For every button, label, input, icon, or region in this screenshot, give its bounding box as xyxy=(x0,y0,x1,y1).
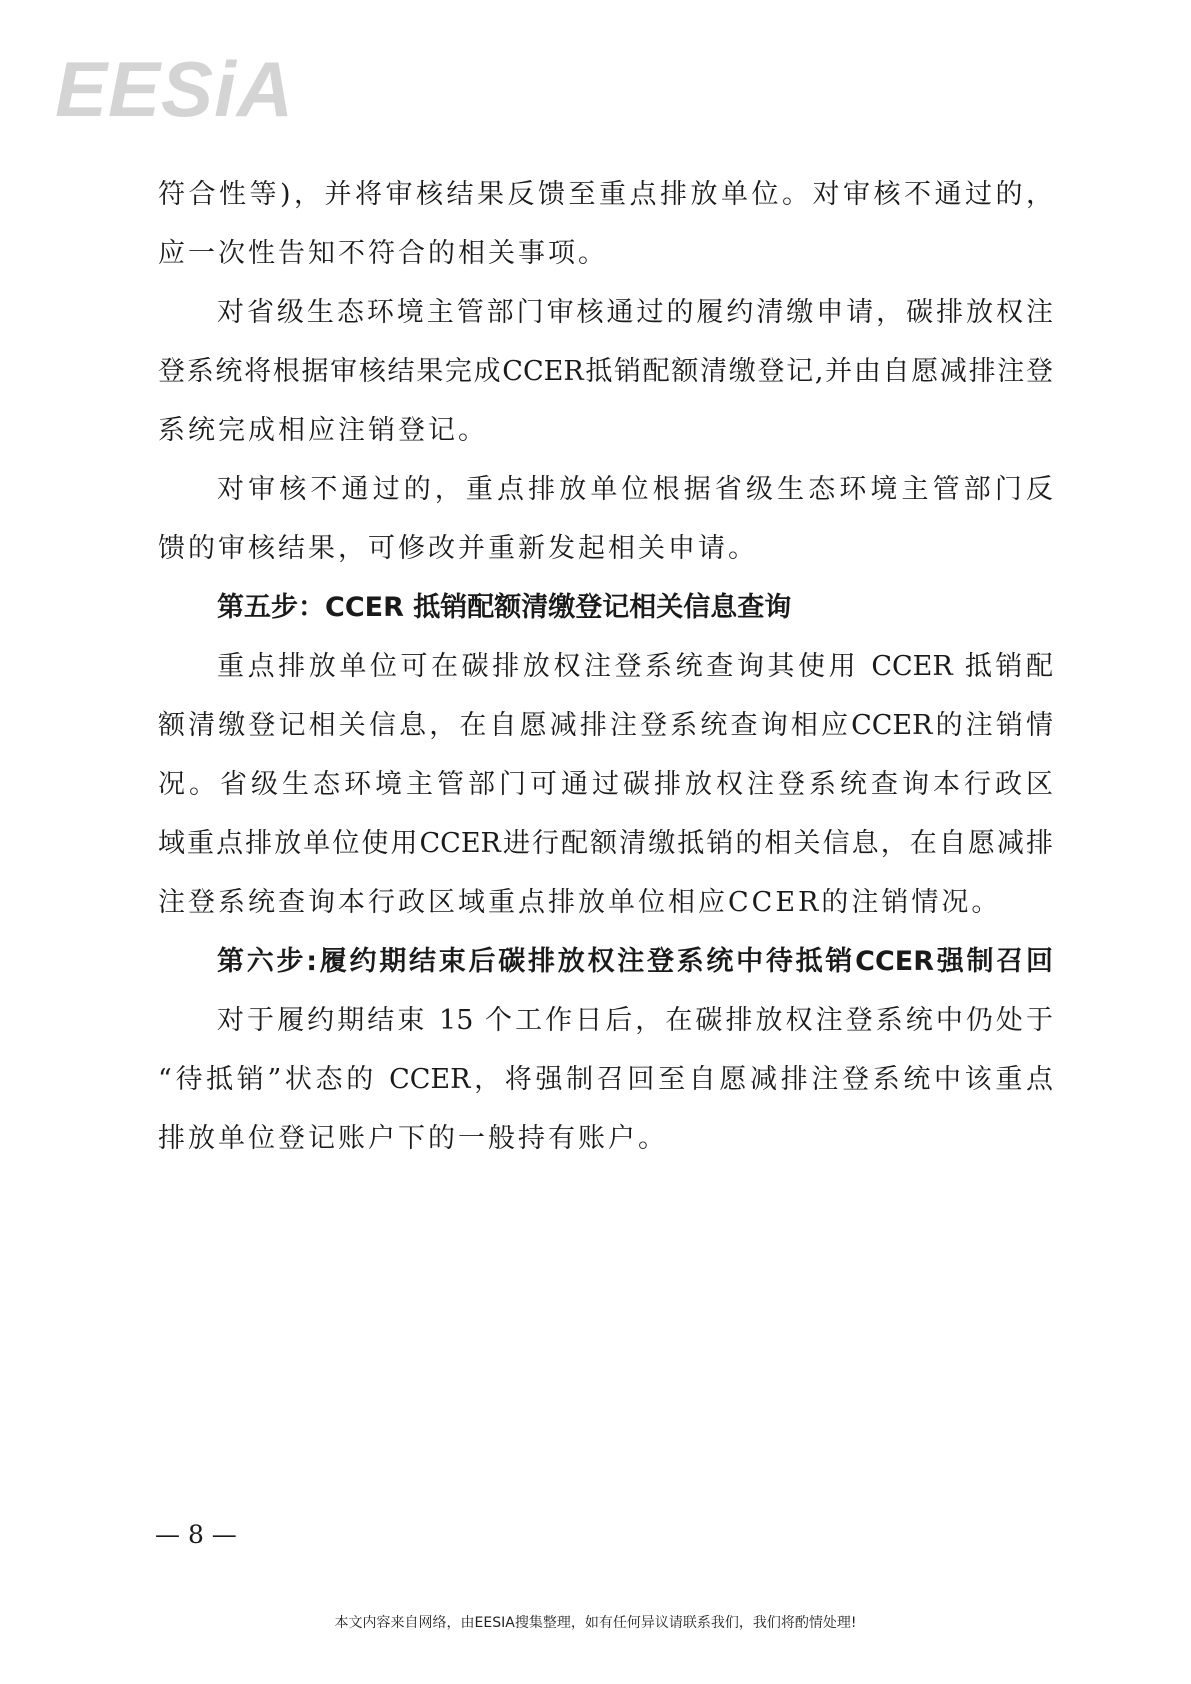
document-body xyxy=(158,165,1053,1168)
paragraph-line: 重点排放单位可在碳排放权注登系统查询其使用 CCER 抵销配 xyxy=(217,651,1053,682)
paragraph-line: 注登系统查询本行政区域重点排放单位相应CCER的注销情况。 xyxy=(158,887,1002,918)
paragraph-line: 况。省级生态环境主管部门可通过碳排放权注登系统查询本行政区 xyxy=(158,769,1053,800)
paragraph-line: 域重点排放单位使用CCER进行配额清缴抵销的相关信息，在自愿减排 xyxy=(158,828,1053,859)
paragraph-line: 排放单位登记账户下的一般持有账户。 xyxy=(158,1123,668,1154)
paragraph-line: 应一次性告知不符合的相关事项。 xyxy=(158,238,608,269)
paragraph-line: 对于履约期结束 15 个工作日后，在碳排放权注登系统中仍处于 xyxy=(217,1005,1053,1036)
paragraph-line: 额清缴登记相关信息，在自愿减排注登系统查询相应CCER的注销情 xyxy=(158,710,1053,741)
paragraph-line: 对审核不通过的，重点排放单位根据省级生态环境主管部门反 xyxy=(217,474,1053,505)
paragraph-line: 系统完成相应注销登记。 xyxy=(158,415,488,446)
paragraph-line: 登系统将根据审核结果完成CCER抵销配额清缴登记,并由自愿减排注登 xyxy=(158,356,1053,387)
footer-disclaimer: 本文内容来自网络，由EESIA搜集整理，如有任何异议请联系我们，我们将酌情处理! xyxy=(334,1615,857,1631)
paragraph-line: “待抵销”状态的 CCER，将强制召回至自愿减排注登系统中该重点 xyxy=(158,1064,1053,1095)
section-heading-step-5: 第五步：CCER 抵销配额清缴登记相关信息查询 xyxy=(217,592,792,623)
section-heading-step-6: 第六步:履约期结束后碳排放权注登系统中待抵销CCER强制召回 xyxy=(217,946,1053,977)
paragraph-line: 馈的审核结果，可修改并重新发起相关申请。 xyxy=(158,533,758,564)
paragraph-line: 符合性等)，并将审核结果反馈至重点排放单位。对审核不通过的， xyxy=(158,179,1053,210)
eesia-logo: EESiA xyxy=(55,45,295,133)
page-number: — 8 — xyxy=(155,1520,237,1549)
paragraph-line: 对省级生态环境主管部门审核通过的履约清缴申请，碳排放权注 xyxy=(217,297,1053,328)
